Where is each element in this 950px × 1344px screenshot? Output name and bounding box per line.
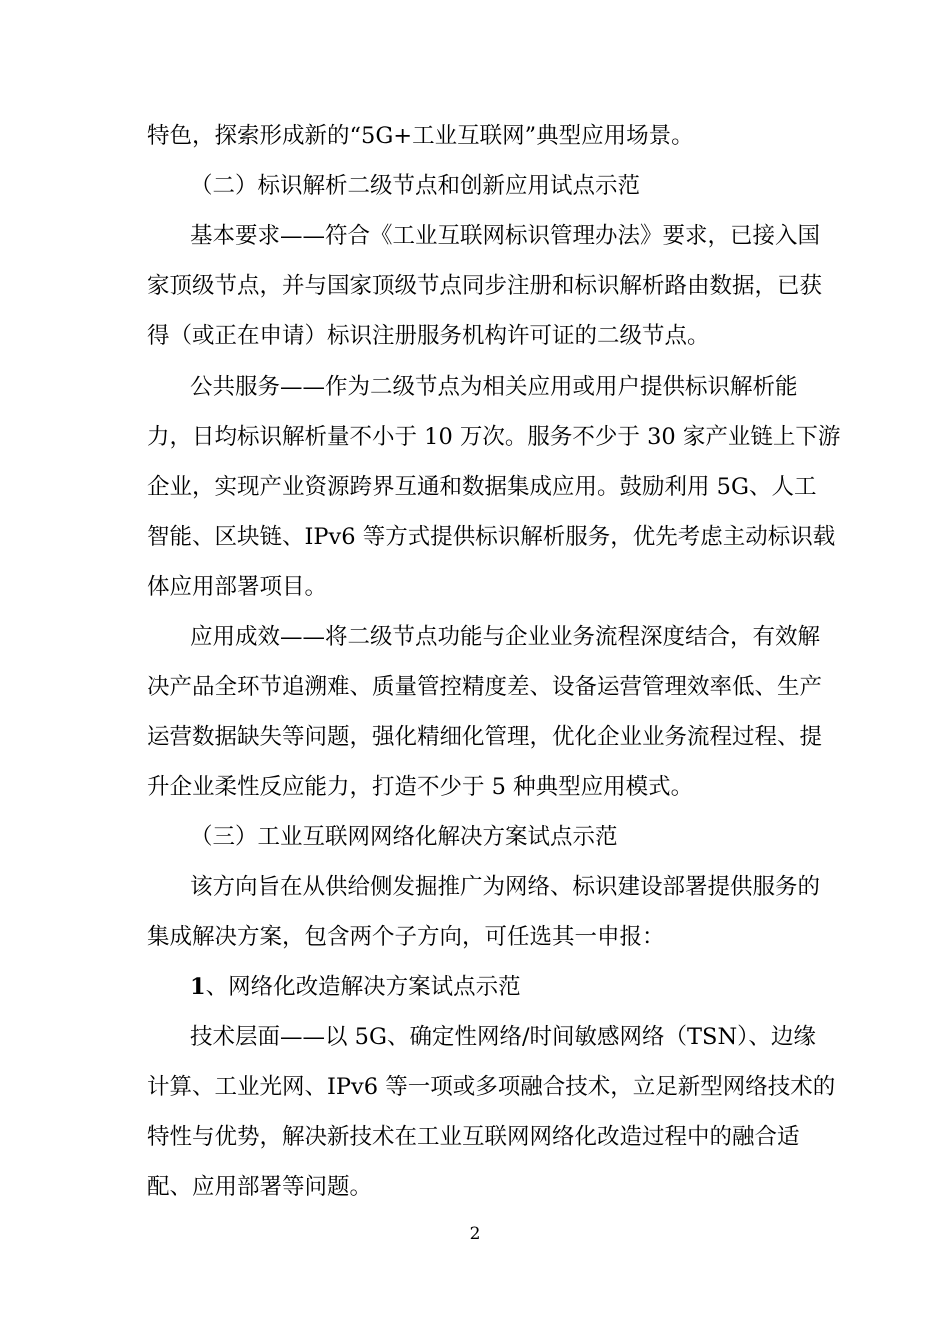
paragraph-line: 得（或正在申请）标识注册服务机构许可证的二级节点。 xyxy=(147,323,710,349)
page-number: 2 xyxy=(469,1224,481,1244)
paragraph-line: 集成解决方案，包含两个子方向，可任选其一申报： xyxy=(147,924,665,950)
paragraph-line: 升企业柔性反应能力，打造不少于 5 种典型应用模式。 xyxy=(147,774,694,800)
paragraph-line: 技术层面——以 5G、确定性网络/时间敏感网络（TSN）、边缘 xyxy=(190,1024,816,1050)
section-heading: （二）标识解析二级节点和创新应用试点示范 xyxy=(190,173,641,199)
paragraph-line: 家顶级节点，并与国家顶级节点同步注册和标识解析路由数据，已获 xyxy=(147,273,823,299)
subsection-title: 、网络化改造解决方案试点示范 xyxy=(205,974,521,1000)
paragraph-line: 应用成效——将二级节点功能与企业业务流程深度结合，有效解 xyxy=(190,624,821,650)
paragraph-line: 决产品全环节追溯难、质量管控精度差、设备运营管理效率低、生产 xyxy=(147,674,823,700)
paragraph-line: 配、应用部署等问题。 xyxy=(147,1174,373,1200)
paragraph-line: 特色，探索形成新的“5G+工业互联网”典型应用场景。 xyxy=(147,123,694,149)
section-heading: （三）工业互联网网络化解决方案试点示范 xyxy=(190,824,618,850)
paragraph-line: 基本要求——符合《工业互联网标识管理办法》要求，已接入国 xyxy=(190,223,821,249)
paragraph-line: 力，日均标识解析量不小于 10 万次。服务不少于 30 家产业链上下游 xyxy=(147,424,841,450)
paragraph-line: 企业，实现产业资源跨界互通和数据集成应用。鼓励利用 5G、人工 xyxy=(147,474,817,500)
paragraph-line: 该方向旨在从供给侧发掘推广为网络、标识建设部署提供服务的 xyxy=(190,874,821,900)
subsection-number: 1 xyxy=(190,974,206,1000)
paragraph-line: 公共服务——作为二级节点为相关应用或用户提供标识解析能 xyxy=(190,374,798,400)
paragraph-line: 特性与优势，解决新技术在工业互联网网络化改造过程中的融合适 xyxy=(147,1124,800,1150)
paragraph-line: 智能、区块链、IPv6 等方式提供标识解析服务，优先考虑主动标识载 xyxy=(147,524,836,550)
paragraph-line: 计算、工业光网、IPv6 等一项或多项融合技术，立足新型网络技术的 xyxy=(147,1074,836,1100)
subsection-heading xyxy=(190,972,890,1002)
paragraph-line: 体应用部署项目。 xyxy=(147,574,328,600)
paragraph-line: 运营数据缺失等问题，强化精细化管理，优化企业业务流程过程、提 xyxy=(147,724,823,750)
